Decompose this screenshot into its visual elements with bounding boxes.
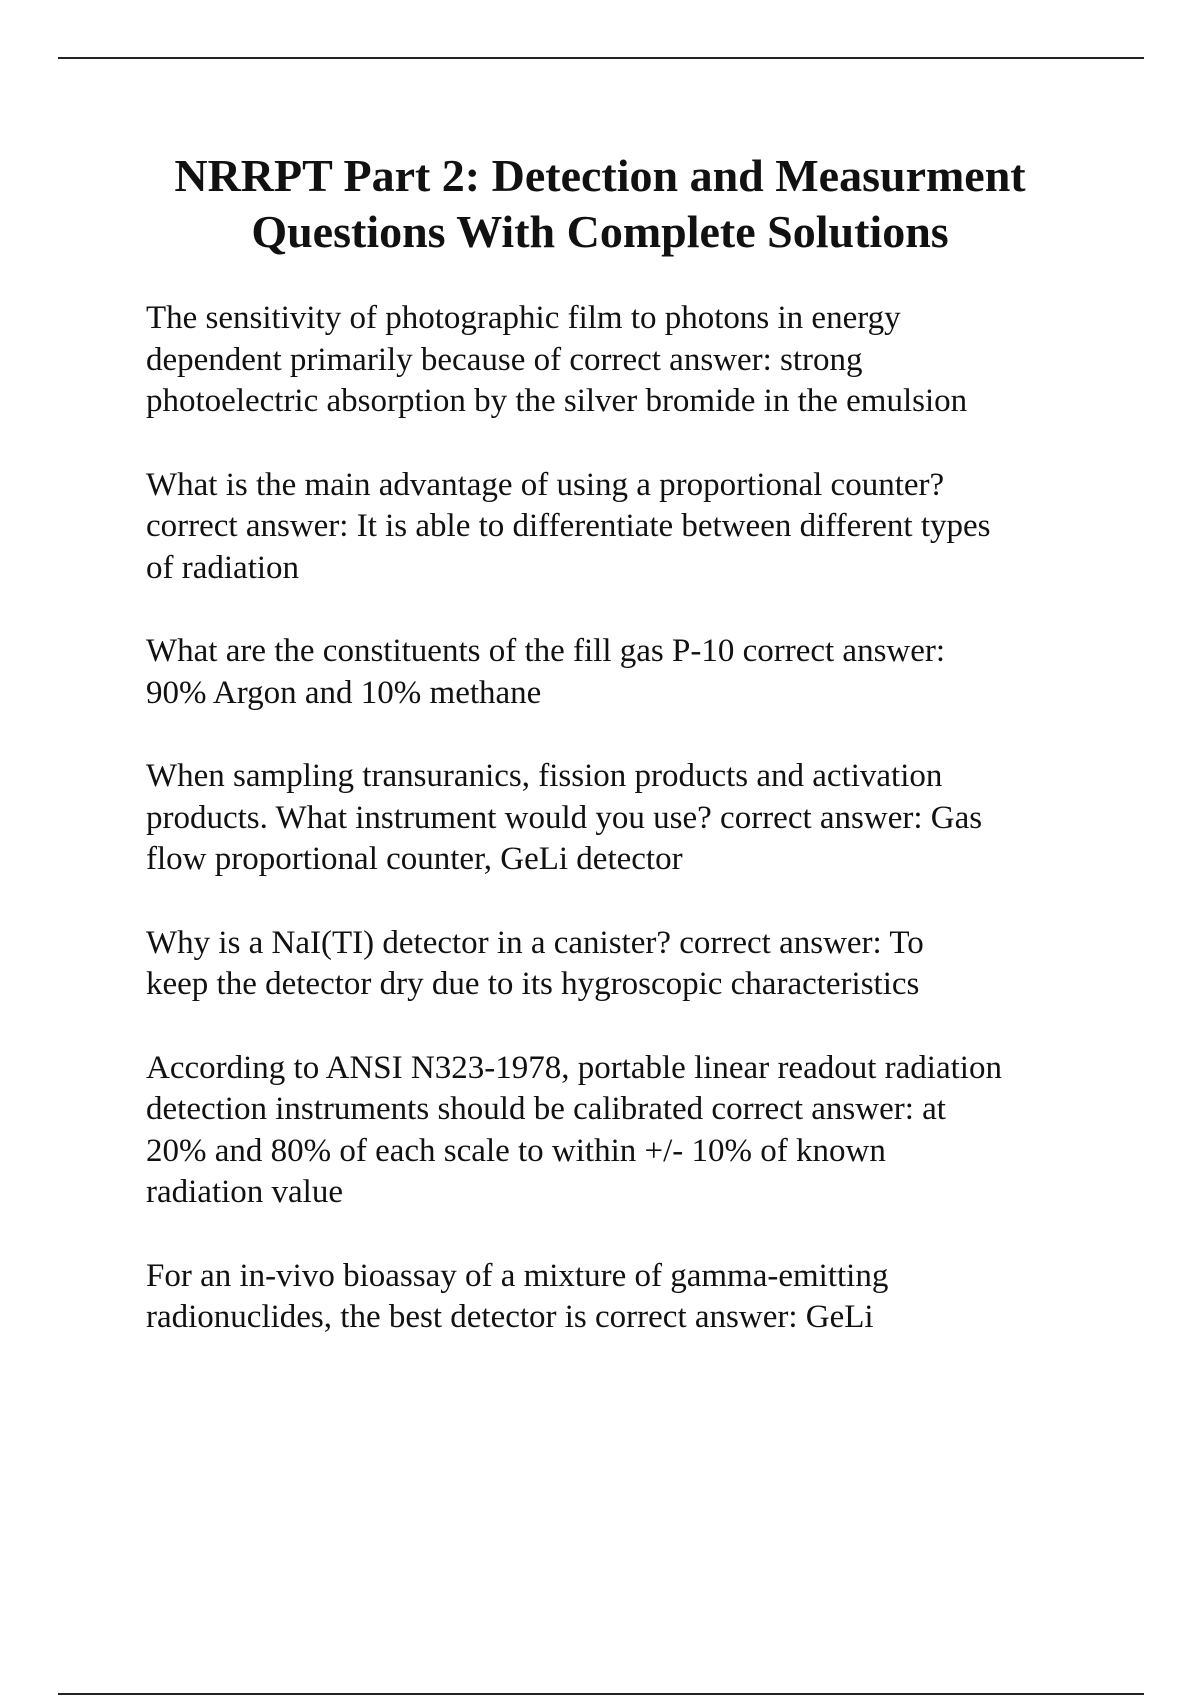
qa-line: keep the detector dry due to its hygroscopic characteristics [146,966,920,1002]
qa-line: 20% and 80% of each scale to within +/- 10% of known [146,1132,886,1169]
qa-item [146,465,1106,590]
qa-line: products. What instrument would you use? correct answer: Gas [146,799,983,836]
qa-line: When sampling transuranics, fission products and activation [146,758,943,794]
qa-line: Why is a NaI(TI) detector in a canister? correct answer: To [146,924,924,961]
qa-line: According to ANSI N323-1978, portable linear readout radiation [146,1049,1002,1086]
title-line: NRRPT Part 2: Detection and Measurment [174,150,1026,201]
qa-item [146,1048,1106,1214]
qa-line: radiation value [146,1174,344,1210]
qa-item [146,756,1106,881]
qa-line: detection instruments should be calibrated correct answer: at [146,1091,946,1127]
qa-list [146,298,1106,1381]
header-rule [58,57,1144,59]
qa-line: of radiation [146,549,300,586]
qa-item [146,923,1106,1006]
qa-line: radionuclides, the best detector is correct answer: GeLi [146,1299,874,1335]
title-line: Questions With Complete Solutions [251,206,949,257]
document-title [100,148,1100,260]
qa-line: The sensitivity of photographic film to photons in energy [146,300,901,336]
qa-line: photoelectric absorption by the silver bromide in the emulsion [146,383,968,419]
qa-line: For an in-vivo bioassay of a mixture of gamma-emitting [146,1257,889,1294]
qa-line: correct answer: It is able to differentiate between different types [146,508,991,544]
qa-item [146,631,1106,714]
qa-line: flow proportional counter, GeLi detector [146,841,683,877]
qa-line: dependent primarily because of correct answer: strong [146,341,863,378]
qa-item [146,298,1106,423]
qa-item [146,1256,1106,1339]
qa-line: What are the constituents of the fill gas P-10 correct answer: [146,633,946,669]
qa-line: 90% Argon and 10% methane [146,674,542,711]
footer-rule [58,1693,1144,1695]
qa-line: What is the main advantage of using a proportional counter? [146,466,945,503]
